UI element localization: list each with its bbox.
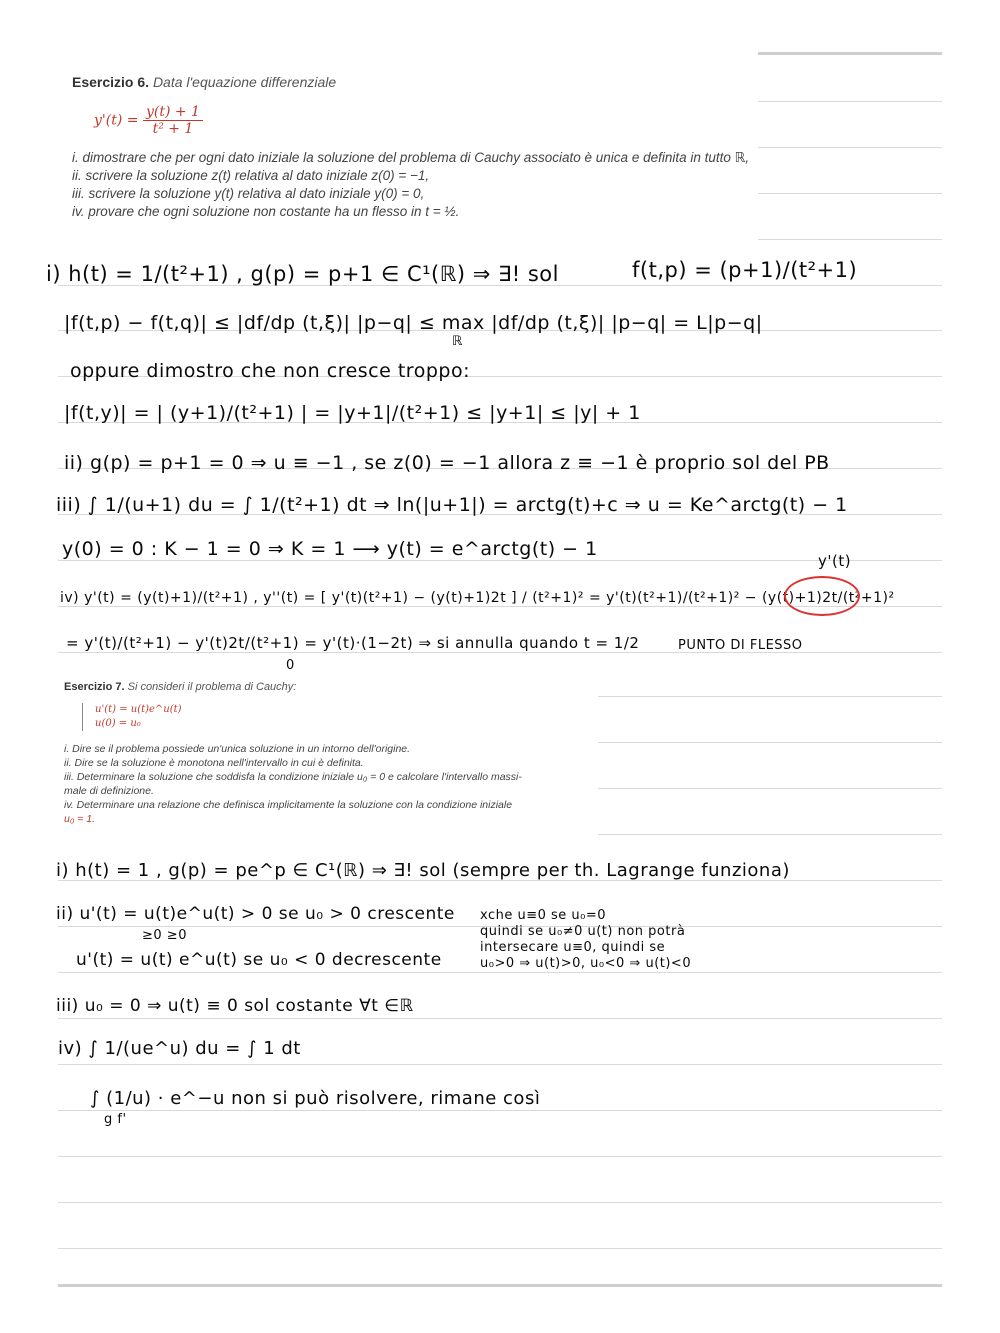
hw7-line-5: iv) ∫ 1/(ue^u) du = ∫ 1 dt — [58, 1038, 301, 1059]
exercise-6-item: iii. scrivere la soluzione y(t) relativa al dato iniziale y(0) = 0, — [72, 186, 425, 201]
system-line: u(0) = u₀ — [95, 718, 141, 729]
hw6-line-9: = y'(t)/(t²+1) − y'(t)2t/(t²+1) = y'(t)·(1−2t) ⇒ si annulla quando t = 1/2 — [66, 634, 640, 652]
ruled-line — [58, 1248, 942, 1249]
hw7-line-6-sub: g f' — [104, 1112, 127, 1127]
ruled-line — [758, 101, 942, 102]
hw6-line-5: ii) g(p) = p+1 = 0 ⇒ u ≡ −1 , se z(0) = −1 allora z ≡ −1 è proprio sol del PB — [64, 452, 830, 474]
hw6-line-1: i) h(t) = 1/(t²+1) , g(p) = p+1 ∈ C¹(ℝ) ⇒ ∃! sol — [46, 262, 559, 286]
hw7-note-3: intersecare u≡0, quindi se — [480, 940, 666, 955]
top-rule — [758, 52, 942, 55]
hw6-line-3: oppure dimostro che non cresce troppo: — [70, 360, 470, 382]
hw7-line-1: i) h(t) = 1 , g(p) = pe^p ∈ C¹(ℝ) ⇒ ∃! sol (sempre per th. Lagrange funziona) — [56, 860, 790, 881]
ruled-line — [598, 696, 942, 697]
bottom-rule — [58, 1284, 942, 1287]
hw6-line-8: iv) y'(t) = (y(t)+1)/(t²+1) , y''(t) = [ y'(t)(t²+1) − (y(t)+1)2t ] / (t²+1)² = y'(t)(t²+1)/(t²+1)² − (y(t)+1)2t/(t²+1)² — [60, 590, 895, 606]
ruled-line — [58, 1156, 942, 1157]
ruled-line — [758, 193, 942, 194]
hw6-line-8-label: y'(t) — [818, 552, 852, 570]
system-line: u'(t) = u(t)e^u(t) — [95, 704, 182, 715]
ruled-line — [58, 560, 942, 561]
ruled-line — [758, 239, 942, 240]
ruled-line — [58, 1110, 942, 1111]
exercise-7-item: male di definizione. — [64, 785, 154, 797]
hw6-line-2: |f(t,p) − f(t,q)| ≤ |df/dp (t,ξ)| |p−q| ≤ max |df/dp (t,ξ)| |p−q| = L|p−q| — [64, 312, 763, 334]
exercise-7-number: Esercizio 7. — [64, 681, 125, 693]
exercise-6-item: iv. provare che ogni soluzione non costante ha un flesso in t = ½. — [72, 204, 460, 219]
exercise-7-item: iv. Determinare una relazione che definisca implicitamente la soluzione con la condizione iniziale — [64, 799, 513, 811]
equation-denominator: t² + 1 — [152, 121, 194, 137]
exercise-6-item: i. dimostrare che per ogni dato iniziale la soluzione del problema di Cauchy associato è unica e definita in tutto ℝ, — [72, 150, 750, 165]
ruled-line — [758, 147, 942, 148]
hw7-line-3: u'(t) = u(t) e^u(t) se u₀ < 0 decrescente — [76, 950, 442, 970]
hw6-line-1b: f(t,p) = (p+1)/(t²+1) — [632, 258, 858, 282]
hw6-sign-mark: 0 — [286, 658, 295, 673]
ruled-line — [58, 652, 942, 653]
hw7-line-4: iii) u₀ = 0 ⇒ u(t) ≡ 0 sol costante ∀t ∈ℝ — [56, 996, 414, 1016]
equation-numerator: y(t) + 1 — [143, 104, 203, 121]
ruled-line — [58, 1202, 942, 1203]
hw6-line-4: |f(t,y)| = | (y+1)/(t²+1) | = |y+1|/(t²+1) ≤ |y+1| ≤ |y| + 1 — [64, 402, 641, 424]
hw7-note-2: quindi se u₀≠0 u(t) non potrà — [480, 924, 686, 939]
ruled-line — [598, 788, 942, 789]
inflection-point-label: PUNTO DI FLESSO — [678, 638, 803, 653]
exercise-6-items — [72, 149, 752, 221]
exercise-6-item: ii. scrivere la soluzione z(t) relativa al dato iniziale z(0) = −1, — [72, 168, 430, 183]
exercise-7-items — [64, 742, 584, 826]
ruled-line — [598, 742, 942, 743]
hw7-line-6: ∫ (1/u) · e^−u non si può risolvere, rimane così — [90, 1088, 541, 1109]
exercise-7-prompt: Si consideri il problema di Cauchy: — [127, 681, 297, 693]
exercise-6-prompt: Data l'equazione differenziale — [152, 74, 337, 90]
exercise-7-item: i. Dire se il problema possiede un'unica soluzione in un intorno dell'origine. — [64, 743, 411, 755]
hw7-note-1: xche u≡0 se u₀=0 — [480, 908, 607, 923]
exercise-7-system — [82, 703, 182, 731]
hw7-note-4: u₀>0 ⇒ u(t)>0, u₀<0 ⇒ u(t)<0 — [480, 956, 692, 971]
hw6-line-2-subscript: ℝ — [452, 334, 463, 349]
ruled-line — [58, 972, 942, 973]
ruled-line — [58, 1064, 942, 1065]
ruled-line — [58, 1018, 942, 1019]
equation-lhs: y'(t) = — [94, 112, 139, 129]
hw7-sign-marks: ≥0 ≥0 — [142, 928, 187, 943]
hw6-line-7: y(0) = 0 : K − 1 = 0 ⇒ K = 1 ⟶ y(t) = e^arctg(t) − 1 — [62, 538, 598, 560]
exercise-7-item: iii. Determinare la soluzione che soddisfa la condizione iniziale u₀ = 0 e calcolare l'intervallo massi- — [64, 771, 522, 783]
hw7-line-2: ii) u'(t) = u(t)e^u(t) > 0 se u₀ > 0 crescente — [56, 904, 455, 924]
exercise-7-item: u₀ = 1. — [64, 813, 95, 825]
equation-fraction — [143, 104, 203, 137]
hw6-line-6: iii) ∫ 1/(u+1) du = ∫ 1/(t²+1) dt ⇒ ln(|u+1|) = arctg(t)+c ⇒ u = Ke^arctg(t) − 1 — [56, 494, 848, 516]
ruled-line — [598, 834, 942, 835]
exercise-6-number: Esercizio 6. — [72, 74, 150, 90]
exercise-7-title — [64, 681, 296, 693]
highlight-circle — [784, 576, 860, 616]
exercise-7-item: ii. Dire se la soluzione è monotona nell'intervallo in cui è definita. — [64, 757, 364, 769]
exercise-6-equation — [94, 104, 203, 137]
exercise-6-title — [72, 74, 336, 90]
